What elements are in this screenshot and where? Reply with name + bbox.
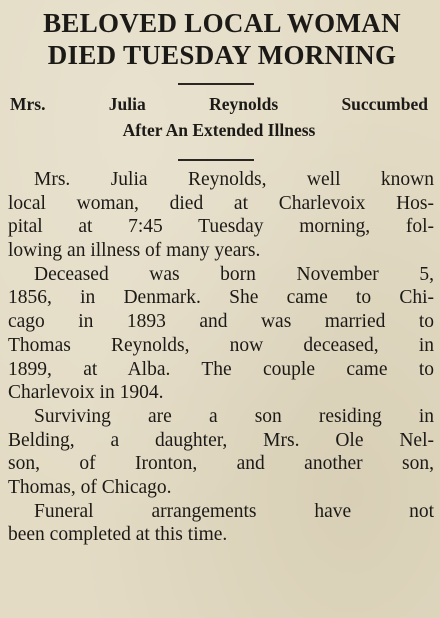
article-line: lowing an illness of many years.: [8, 240, 261, 262]
headline-line-1: BELOVED LOCAL WOMAN: [43, 8, 401, 38]
article-line: Deceased was born November 5,: [34, 263, 434, 285]
article-line: Surviving are a son residing in: [34, 405, 434, 427]
article-line: cago in 1893 and was married to: [8, 311, 434, 333]
article-line: Mrs. Julia Reynolds, well known: [34, 169, 434, 190]
article-line: been completed at this time.: [8, 524, 228, 546]
article-line: pital at 7:45 Tuesday morning, fol-: [8, 216, 434, 238]
article-line: Belding, a daughter, Mrs. Ole Nel-: [8, 429, 434, 451]
article-line: Charlevoix in 1904.: [8, 382, 164, 404]
subheadline-line-1: Mrs. Julia Reynolds Succumbed: [10, 94, 428, 114]
headline-line-2: DIED TUESDAY MORNING: [47, 40, 397, 70]
article-line: local woman, died at Charlevoix Hos-: [8, 192, 434, 214]
article-line: Funeral arrangements have not: [34, 500, 434, 522]
divider-rule-top: [178, 83, 254, 85]
subheadline-line-2: After An Extended Illness: [122, 120, 316, 140]
article-line: Thomas Reynolds, now deceased, in: [8, 334, 434, 356]
article-body: [8, 168, 434, 547]
article-line: son, of Ironton, and another son,: [8, 453, 434, 475]
article-line: 1899, at Alba. The couple came to: [8, 358, 434, 380]
divider-rule-bottom: [178, 159, 254, 161]
article-line: 1856, in Denmark. She came to Chi-: [8, 287, 434, 309]
article-line: Thomas, of Chicago.: [8, 476, 172, 498]
